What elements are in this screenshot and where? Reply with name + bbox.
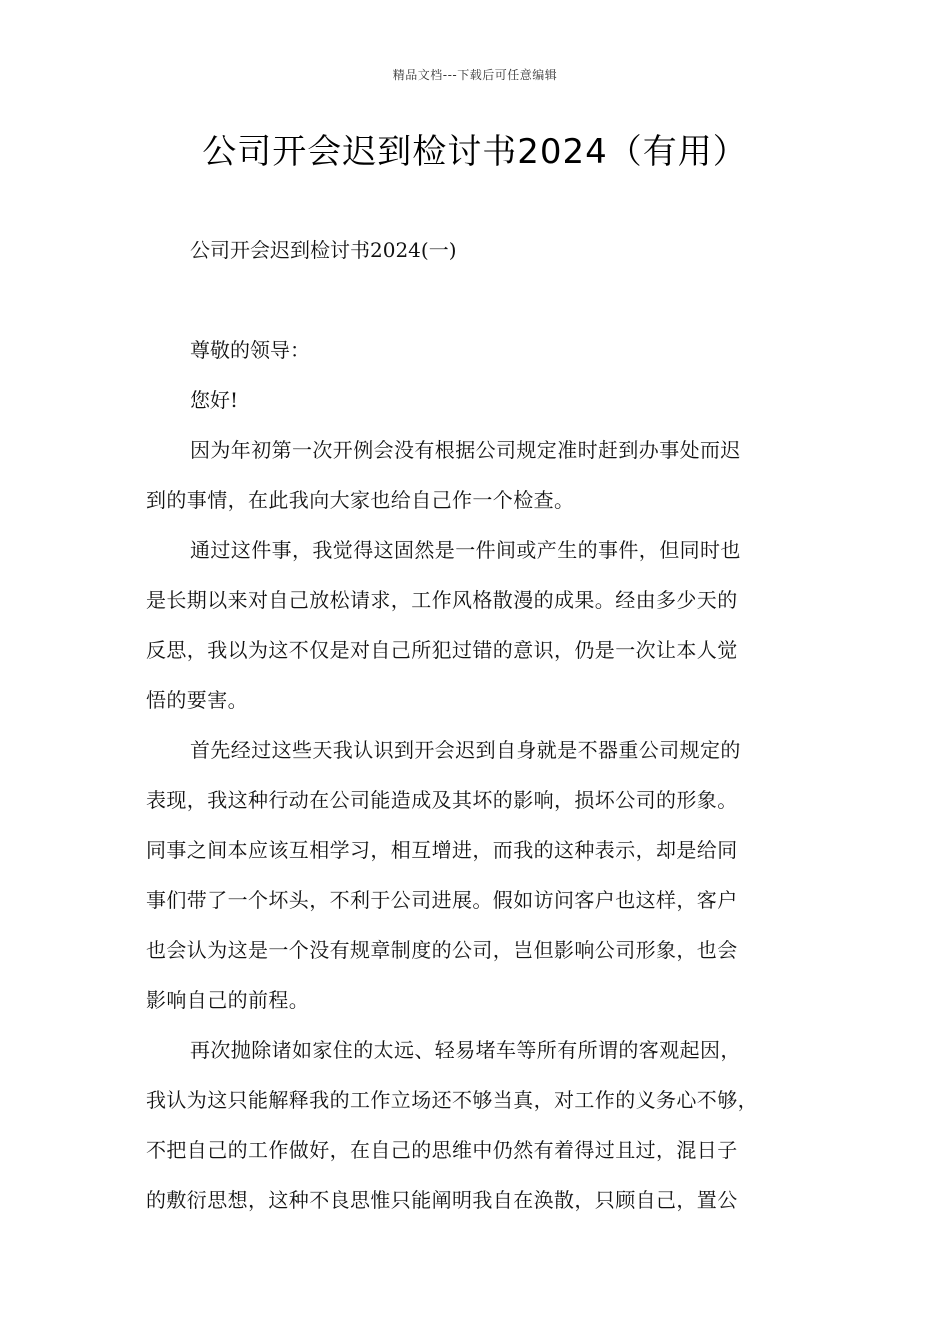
document-subtitle: 公司开会迟到检讨书2024(一) xyxy=(190,238,457,262)
paragraph-2-line-3: 反思，我以为这不仅是对自己所犯过错的意识，仍是一次让本人觉 xyxy=(146,638,738,662)
page-header: 精品文档---下载后可任意编辑 xyxy=(392,68,558,82)
paragraph-4-line-1: 再次抛除诸如家住的太远、轻易堵车等所有所谓的客观起因， xyxy=(190,1038,741,1062)
salutation: 尊敬的领导： xyxy=(190,338,310,362)
paragraph-3-line-5: 也会认为这是一个没有规章制度的公司，岂但影响公司形象，也会 xyxy=(146,938,738,962)
paragraph-2-line-1: 通过这件事，我觉得这固然是一件间或产生的事件，但同时也 xyxy=(190,538,741,562)
document-title: 公司开会迟到检讨书2024（有用） xyxy=(202,132,748,172)
paragraph-2-line-4: 悟的要害。 xyxy=(146,688,248,712)
paragraph-1-line-2: 到的事情，在此我向大家也给自己作一个检查。 xyxy=(146,488,575,512)
paragraph-4-line-3: 不把自己的工作做好，在自己的思维中仍然有着得过且过，混日子 xyxy=(146,1138,738,1162)
paragraph-4-line-4: 的敷衍思想，这种不良思惟只能阐明我自在涣散，只顾自己，置公 xyxy=(146,1188,738,1212)
greeting: 您好! xyxy=(190,388,239,412)
paragraph-3-line-6: 影响自己的前程。 xyxy=(146,988,310,1012)
paragraph-3-line-1: 首先经过这些天我认识到开会迟到自身就是不器重公司规定的 xyxy=(190,738,741,762)
paragraph-2-line-2: 是长期以来对自己放松请求，工作风格散漫的成果。经由多少天的 xyxy=(146,588,738,612)
paragraph-3-line-3: 同事之间本应该互相学习，相互增进，而我的这种表示，却是给同 xyxy=(146,838,738,862)
paragraph-3-line-4: 事们带了一个坏头，不利于公司进展。假如访问客户也这样，客户 xyxy=(146,888,738,912)
paragraph-4-line-2: 我认为这只能解释我的工作立场还不够当真，对工作的义务心不够， xyxy=(146,1088,758,1112)
paragraph-3-line-2: 表现，我这种行动在公司能造成及其坏的影响，损坏公司的形象。 xyxy=(146,788,738,812)
paragraph-1-line-1: 因为年初第一次开例会没有根据公司规定准时赶到办事处而迟 xyxy=(190,438,741,462)
